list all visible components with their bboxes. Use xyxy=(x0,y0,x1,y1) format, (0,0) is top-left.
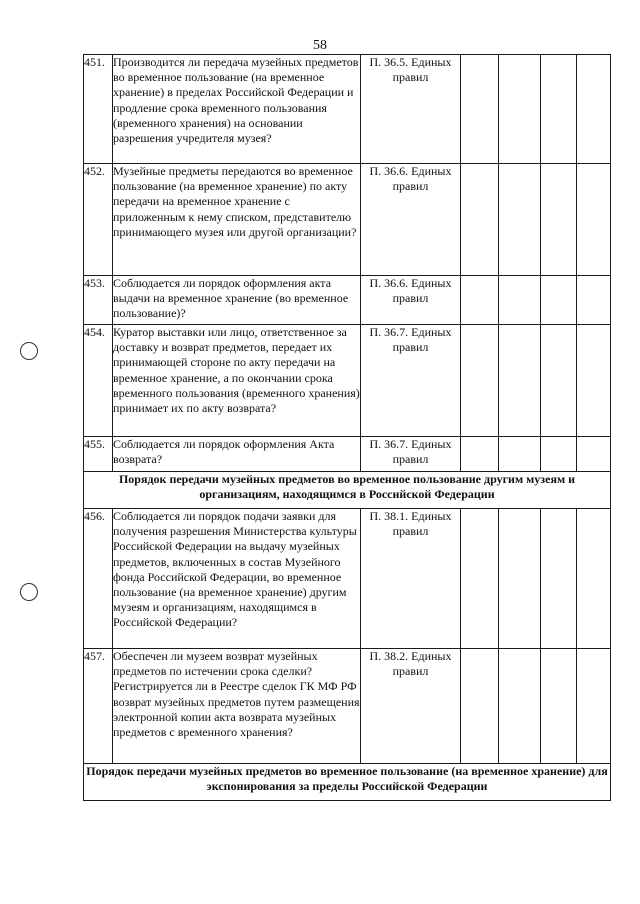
answer-cell-1 xyxy=(461,164,499,276)
item-number: 456. xyxy=(84,509,113,649)
answer-cell-4 xyxy=(577,325,611,437)
item-number: 455. xyxy=(84,437,113,472)
regulation-reference: П. 36.7. Единых правил xyxy=(361,437,461,472)
answer-cell-2 xyxy=(499,437,541,472)
answer-cell-4 xyxy=(577,649,611,764)
answer-cell-2 xyxy=(499,164,541,276)
section-heading: Порядок передачи музейных предметов во временное пользование (на временное хранение) для экспонирования за пределы Российской Федерации xyxy=(84,764,611,801)
question-text: Соблюдается ли порядок оформления Акта возврата? xyxy=(113,437,361,472)
answer-cell-4 xyxy=(577,437,611,472)
question-text: Соблюдается ли порядок оформления акта выдачи на временное хранение (во временное пользование)? xyxy=(113,276,361,325)
answer-cell-4 xyxy=(577,55,611,164)
question-text: Соблюдается ли порядок подачи заявки для получения разрешения Министерства культуры Российской Федерации на выдачу музейных предметов, включенных в состав Музейного фонда Российской Федерации, во временное пользование (на временное хранение) другим музеям и организациям, находящимся в Российской Федерации? xyxy=(113,509,361,649)
regulation-reference: П. 36.6. Единых правил xyxy=(361,164,461,276)
regulation-reference: П. 36.6. Единых правил xyxy=(361,276,461,325)
answer-cell-2 xyxy=(499,649,541,764)
answer-cell-1 xyxy=(461,649,499,764)
question-text: Обеспечен ли музеем возврат музейных предметов по истечении срока сделки? Регистрируется ли в Реестре сделок ГК МФ РФ возврат музейных предметов путем размещения электронной копии акта возврата музейных предметов с временного хранения? xyxy=(113,649,361,764)
answer-cell-3 xyxy=(541,437,577,472)
section-header-row xyxy=(84,764,611,801)
item-number: 451. xyxy=(84,55,113,164)
answer-cell-3 xyxy=(541,164,577,276)
question-text: Производится ли передача музейных предметов во временное пользование (на временное хранение) в пределах Российской Федерации и продление срока временного пользования (временного хранения) на основании разрешения учредителя музея? xyxy=(113,55,361,164)
table-row xyxy=(84,276,611,325)
binder-hole-top xyxy=(20,342,38,360)
question-text: Музейные предметы передаются во временное пользование (на временное хранение) по акту передачи на временное хранение с приложенным к нему списком, представителю принимающего музея или другой организации? xyxy=(113,164,361,276)
answer-cell-1 xyxy=(461,509,499,649)
regulation-reference: П. 38.2. Единых правил xyxy=(361,649,461,764)
answer-cell-2 xyxy=(499,276,541,325)
regulation-reference: П. 38.1. Единых правил xyxy=(361,509,461,649)
answer-cell-1 xyxy=(461,55,499,164)
regulation-reference: П. 36.5. Единых правил xyxy=(361,55,461,164)
table-row xyxy=(84,649,611,764)
answer-cell-4 xyxy=(577,509,611,649)
section-heading: Порядок передачи музейных предметов во временное пользование другим музеям и организациям, находящимся в Российской Федерации xyxy=(84,472,611,509)
answer-cell-4 xyxy=(577,276,611,325)
section-header-row xyxy=(84,472,611,509)
table-row xyxy=(84,509,611,649)
table-row xyxy=(84,325,611,437)
answer-cell-2 xyxy=(499,509,541,649)
item-number: 457. xyxy=(84,649,113,764)
answer-cell-4 xyxy=(577,164,611,276)
answer-cell-3 xyxy=(541,649,577,764)
answer-cell-3 xyxy=(541,55,577,164)
answer-cell-3 xyxy=(541,509,577,649)
question-text: Куратор выставки или лицо, ответственное за доставку и возврат предметов, передает их принимающей стороне по акту передачи на временное хранение, а по окончании срока временного пользования (временного хранения) принимает их по акту возврата? xyxy=(113,325,361,437)
item-number: 453. xyxy=(84,276,113,325)
item-number: 454. xyxy=(84,325,113,437)
answer-cell-2 xyxy=(499,55,541,164)
table-row xyxy=(84,55,611,164)
checklist-table xyxy=(83,54,611,801)
binder-hole-bottom xyxy=(20,583,38,601)
answer-cell-1 xyxy=(461,437,499,472)
page-number: 58 xyxy=(313,38,327,53)
table-row xyxy=(84,164,611,276)
regulation-reference: П. 36.7. Единых правил xyxy=(361,325,461,437)
answer-cell-1 xyxy=(461,276,499,325)
table-row xyxy=(84,437,611,472)
answer-cell-2 xyxy=(499,325,541,437)
item-number: 452. xyxy=(84,164,113,276)
answer-cell-1 xyxy=(461,325,499,437)
answer-cell-3 xyxy=(541,325,577,437)
answer-cell-3 xyxy=(541,276,577,325)
